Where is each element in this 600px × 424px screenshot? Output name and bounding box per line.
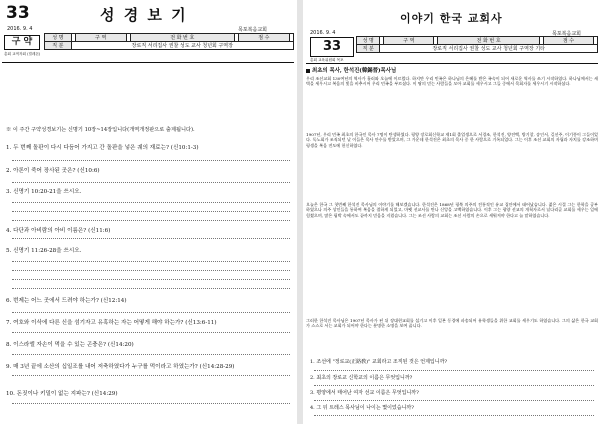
bible-study-worksheet bbox=[0, 0, 296, 424]
sub-caption: 총회 교육위원회 목포 bbox=[310, 58, 344, 62]
answer-line[interactable] bbox=[12, 238, 290, 239]
role-label: 직 분 bbox=[45, 42, 72, 50]
header-phone: 전 화 번 호 bbox=[438, 37, 540, 45]
answer-line[interactable] bbox=[12, 270, 290, 271]
answer-line[interactable] bbox=[12, 312, 290, 313]
answer-line[interactable] bbox=[12, 403, 290, 404]
question-1: 1. 두 번째 돌판이 다시 다듬어 가지고 간 돌판을 넣은 궤의 재료는? (신10:1-3) bbox=[6, 145, 199, 151]
answer-line[interactable] bbox=[314, 400, 594, 401]
answer-line[interactable] bbox=[12, 211, 290, 212]
header-district: 구 역 bbox=[384, 37, 434, 45]
question-5: 5. 신명기 11:26-28을 쓰시오. bbox=[6, 248, 82, 254]
question-2: 2. 아론이 죽어 장사된 곳은? (신10:6) bbox=[6, 168, 100, 174]
church-seal: 목포복음교회 bbox=[552, 31, 581, 37]
instructions: ※ 이 주간 구약성경보기는 신명기 10장~14장입니다(개역개정판으로 출제됩니다). bbox=[6, 127, 195, 133]
role-label: 직 분 bbox=[357, 45, 380, 53]
review-question-4: 4. 그 뒤 트레스 목사님이 나이는 몇이었습니까? bbox=[310, 405, 414, 411]
answer-line[interactable] bbox=[12, 202, 290, 203]
church-seal: 목포복음교회 bbox=[238, 27, 267, 33]
score-field[interactable] bbox=[289, 34, 293, 42]
testament-tag: 구 약 bbox=[4, 35, 40, 50]
header-name: 성 명 bbox=[45, 34, 72, 42]
score-field[interactable] bbox=[593, 37, 597, 45]
question-7: 7. 여호와 이삭에 다른 신을 섬기자고 유혹하는 자는 어떻게 해야 하는가? (신13:6-11) bbox=[6, 320, 217, 326]
answer-line[interactable] bbox=[314, 370, 594, 371]
review-question-2: 2. 최초의 장로교 신학교의 이름은 무엇입니까? bbox=[310, 375, 413, 381]
worksheet-title: 이야기 한국 교회사 bbox=[400, 12, 503, 25]
question-6: 6. 번제는 어느 곳에서 드려야 하는가? (신12:14) bbox=[6, 298, 127, 304]
answer-line[interactable] bbox=[12, 288, 290, 289]
header-phone: 전 화 번 호 bbox=[130, 34, 234, 42]
question-3: 3. 신명기 10:20-21을 쓰시오. bbox=[6, 189, 82, 195]
issue-date: 2016. 9. 4 bbox=[310, 30, 336, 36]
role-options: 장로직 서리집사 권찰 성도 교사 청년회 구역장 기타 bbox=[380, 45, 598, 53]
answer-line[interactable] bbox=[12, 332, 290, 333]
student-info-table bbox=[44, 33, 294, 50]
square-bullet-icon bbox=[306, 69, 310, 73]
role-options: 장로직 서리집사 권찰 성도 교사 청년회 구역장 bbox=[71, 42, 293, 50]
page-gutter bbox=[297, 0, 303, 424]
paragraph-1: 우리 조선교회 130여년의 역사가 흘러와 오늘에 이르렀다. 하지만 우리 민족은 하나님의 은혜를 받은 족속이 되어 새로운 역사를 쓰기 시작하였다. 하나님께서는 새벽을 세우시고 복음의 빛을 비추시어 우리 민족을 부르셨다. 이 땅의 믿는 사람들을 모아 교회를 세우시고 그들 중에서 목회자를 세우시기 시작하셨다. bbox=[306, 76, 598, 87]
student-info-table bbox=[356, 36, 598, 53]
issue-number: 33 bbox=[6, 3, 30, 23]
header-divider bbox=[306, 63, 598, 64]
answer-line[interactable] bbox=[12, 160, 290, 161]
header-score: 점 수 bbox=[544, 37, 594, 45]
section-heading-text: 최초의 목사, 한석진(韓錫晉)목사님 bbox=[312, 68, 397, 74]
answer-line[interactable] bbox=[12, 182, 290, 183]
answer-line[interactable] bbox=[12, 261, 290, 262]
review-question-1: 1. 조선에 "정로교(正路敎)" 교회라고 조직된 것은 언제입니까? bbox=[310, 359, 448, 365]
paragraph-2: 1907년, 우리 민족 최초의 한국인 목사 7명이 탄생하였다. 평양 장로회신학교 제1회 졸업생으로 서경조, 한석진, 양전백, 방기창, 송인서, 길선주, 이기풍이 그들이었다. 독노회가 조직되던 날 이들은 목사 안수를 받았으며, 그 가운데 한석진은 최초의 목사 중 한 사람으로 기록되었다. 그는 이후 조선 교회의 자립과 자치를 강조하며 평생을 복음 전도에 헌신하였다. bbox=[306, 132, 598, 148]
church-history-worksheet bbox=[304, 0, 600, 424]
answer-line[interactable] bbox=[12, 279, 290, 280]
question-9: 9. 매 3년 끝에 소산의 십일조를 내어 저축하였다가 누구를 먹이라고 하였는가? (신14:28-29) bbox=[6, 364, 235, 370]
question-8: 8. 이스라엘 자손이 먹을 수 있는 곤충은? (신14:20) bbox=[6, 342, 134, 348]
question-4: 4. 다단과 아비람의 아비 이름은? (신11:6) bbox=[6, 228, 111, 234]
section-heading bbox=[306, 66, 396, 74]
answer-line[interactable] bbox=[12, 375, 290, 376]
sub-caption: 총회 교역자회 (빌레몬) bbox=[4, 52, 41, 56]
header-district: 구 역 bbox=[75, 34, 126, 42]
worksheet-title: 성 경 보 기 bbox=[100, 6, 188, 24]
issue-number: 33 bbox=[310, 37, 354, 57]
answer-line[interactable] bbox=[314, 385, 594, 386]
issue-date: 2016. 9. 4 bbox=[7, 26, 33, 32]
question-10: 10. 돈짓이나 키밀이 없는 지파는? (신14:29) bbox=[6, 391, 118, 397]
answer-line[interactable] bbox=[12, 220, 290, 221]
review-question-3: 3. 평양에서 태어난 여자 선교 이름은 무엇입니까? bbox=[310, 390, 419, 396]
header-name: 성 명 bbox=[357, 37, 380, 45]
answer-line[interactable] bbox=[314, 415, 594, 416]
header-divider bbox=[2, 62, 294, 63]
answer-line[interactable] bbox=[12, 354, 290, 355]
paragraph-3: 오늘은 한국 그 첫번째 한석진 목사님의 이야기를 해보겠습니다. 한석진은 1868년 평북 의주의 전통적인 유교 집안에서 태어났습니다. 젊은 시절 그는 한학을 공부하였으나 의주 상인들을 통하여 복음을 접하게 되었고, 마펫 선교사를 만나 신앙을 고백하였습니다. 이후 그는 평양 선교의 개척자로서 널다리골 교회를 세우는 일에 힘썼으며, 많은 핍박 속에서도 끝까지 믿음을 지켰습니다. 그는 조선 사람의 교회는 조선 사람의 손으로 세워져야 한다고 늘 말하였습니다. bbox=[306, 202, 598, 218]
header-score: 점 수 bbox=[238, 34, 289, 42]
paragraph-4: 그러한 한석진 목사님은 1907년 목사가 된 뒤 장대현교회를 섬기고 이후 일본 동경에 파송되어 유학생들을 위한 교회를 세우기도 하였습니다. 그의 삶은 한국 교회가 스스로 서는 교회가 되어야 한다는 분명한 소명을 보여 줍니다. bbox=[306, 318, 598, 329]
